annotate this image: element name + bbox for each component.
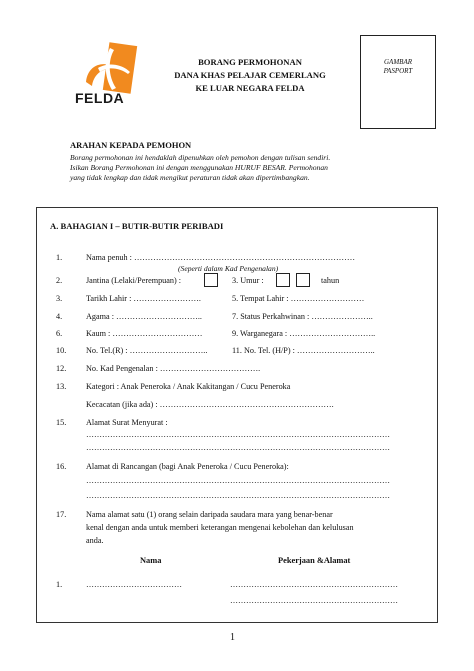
page-number: 1	[230, 632, 235, 643]
photo-label-2: PASPORT	[383, 67, 413, 75]
religion-field[interactable]: Agama : …………………………..	[86, 312, 202, 321]
item-number: 10.	[56, 346, 67, 355]
referee-name-header: Nama	[140, 556, 162, 565]
category-field[interactable]: Kategori : Anak Peneroka / Anak Kakitangan / Cucu Peneroka	[86, 382, 291, 391]
mobile-phone-field[interactable]: 11. No. Tel. (H/P) : ………………………..	[232, 346, 375, 355]
full-name-note: (Seperti dalam Kad Pengenalan)	[178, 264, 279, 273]
settlement-address-line-2[interactable]: ……………………………………………………………………………………………………	[86, 491, 390, 500]
referee-text-line-3: anda.	[86, 536, 104, 545]
item-number: 15.	[56, 418, 67, 427]
referee-row-number: 1.	[56, 580, 63, 589]
item-number: 4.	[56, 312, 63, 321]
instructions-line-1: Borang permohonan ini hendaklah dipenuhkan oleh pemohon dengan tulisan sendiri.	[70, 153, 331, 162]
item-number: 16.	[56, 462, 67, 471]
felda-logo-text: FELDA	[75, 90, 125, 106]
form-title-line-1: BORANG PERMOHONAN	[198, 57, 302, 67]
item-number: 3.	[56, 294, 63, 303]
disability-field[interactable]: Kecacatan (jika ada) : ……………………………………………………….	[86, 400, 334, 409]
item-number: 6.	[56, 329, 63, 338]
home-phone-field[interactable]: No. Tel.(R) : ………………………..	[86, 346, 208, 355]
section-a-title: A. BAHAGIAN I – BUTIR-BUTIR PERIBADI	[50, 221, 224, 231]
passport-photo-box[interactable]	[360, 35, 436, 129]
age-box-2[interactable]	[296, 273, 310, 287]
gender-checkbox[interactable]	[204, 273, 218, 287]
mailing-address-line-1[interactable]: ……………………………………………………………………………………………………	[86, 430, 390, 439]
settlement-address-line-1[interactable]: ……………………………………………………………………………………………………	[86, 476, 390, 485]
item-number: 17.	[56, 510, 67, 519]
birth-date-field[interactable]: Tarikh Lahir : …………………….	[86, 294, 201, 303]
referee-job-address-header: Pekerjaan &Alamat	[278, 556, 351, 565]
form-title-line-3: KE LUAR NEGARA FELDA	[195, 83, 305, 93]
instructions-line-2: Isikan Borang Permohonan ini dengan menggunakan HURUF BESAR. Permohonan	[70, 163, 328, 172]
full-name-field[interactable]: Nama penuh : ………………………………………………………………………	[86, 253, 356, 262]
item-number: 1.	[56, 253, 63, 262]
marital-status-field[interactable]: 7. Status Perkahwinan : …………………..	[232, 312, 373, 321]
referee-job-address-field-1[interactable]: ………………………………………………………	[230, 580, 398, 589]
settlement-address-label: Alamat di Rancangan (bagi Anak Peneroka / Cucu Peneroka):	[86, 462, 289, 471]
referee-name-field[interactable]: ………………………………	[86, 580, 182, 589]
item-number: 2.	[56, 276, 63, 285]
age-box-1[interactable]	[276, 273, 290, 287]
item-number: 13.	[56, 382, 67, 391]
mailing-address-label: Alamat Surat Menyurat :	[86, 418, 168, 427]
photo-label-1: GAMBAR	[384, 58, 412, 66]
referee-text-line-1: Nama alamat satu (1) orang selain daripada saudara mara yang benar-benar	[86, 510, 333, 519]
race-field[interactable]: Kaum : ……………………………	[86, 329, 203, 338]
gender-label: Jantina (Lelaki/Perempuan) :	[86, 276, 182, 285]
birth-place-field[interactable]: 5. Tempat Lahir : ………………………	[232, 294, 365, 303]
form-title-line-2: DANA KHAS PELAJAR CEMERLANG	[174, 70, 326, 80]
age-label: 3. Umur :	[232, 276, 264, 285]
age-unit: tahun	[321, 276, 340, 285]
mailing-address-line-2[interactable]: ……………………………………………………………………………………………………	[86, 443, 390, 452]
instructions-heading: ARAHAN KEPADA PEMOHON	[70, 140, 192, 150]
referee-text-line-2: kenal dengan anda untuk memberi keterangan mengenai kebolehan dan kelulusan	[86, 523, 354, 532]
instructions-line-3: yang tidak lengkap dan tidak mengikut peraturan tidak akan dipertimbangkan.	[70, 173, 310, 182]
citizenship-field[interactable]: 9. Warganegara : …………………………..	[232, 329, 376, 338]
ic-number-field[interactable]: No. Kad Pengenalan : ……………………………….	[86, 364, 261, 373]
referee-job-address-field-2[interactable]: ………………………………………………………	[230, 596, 398, 605]
item-number: 12.	[56, 364, 67, 373]
